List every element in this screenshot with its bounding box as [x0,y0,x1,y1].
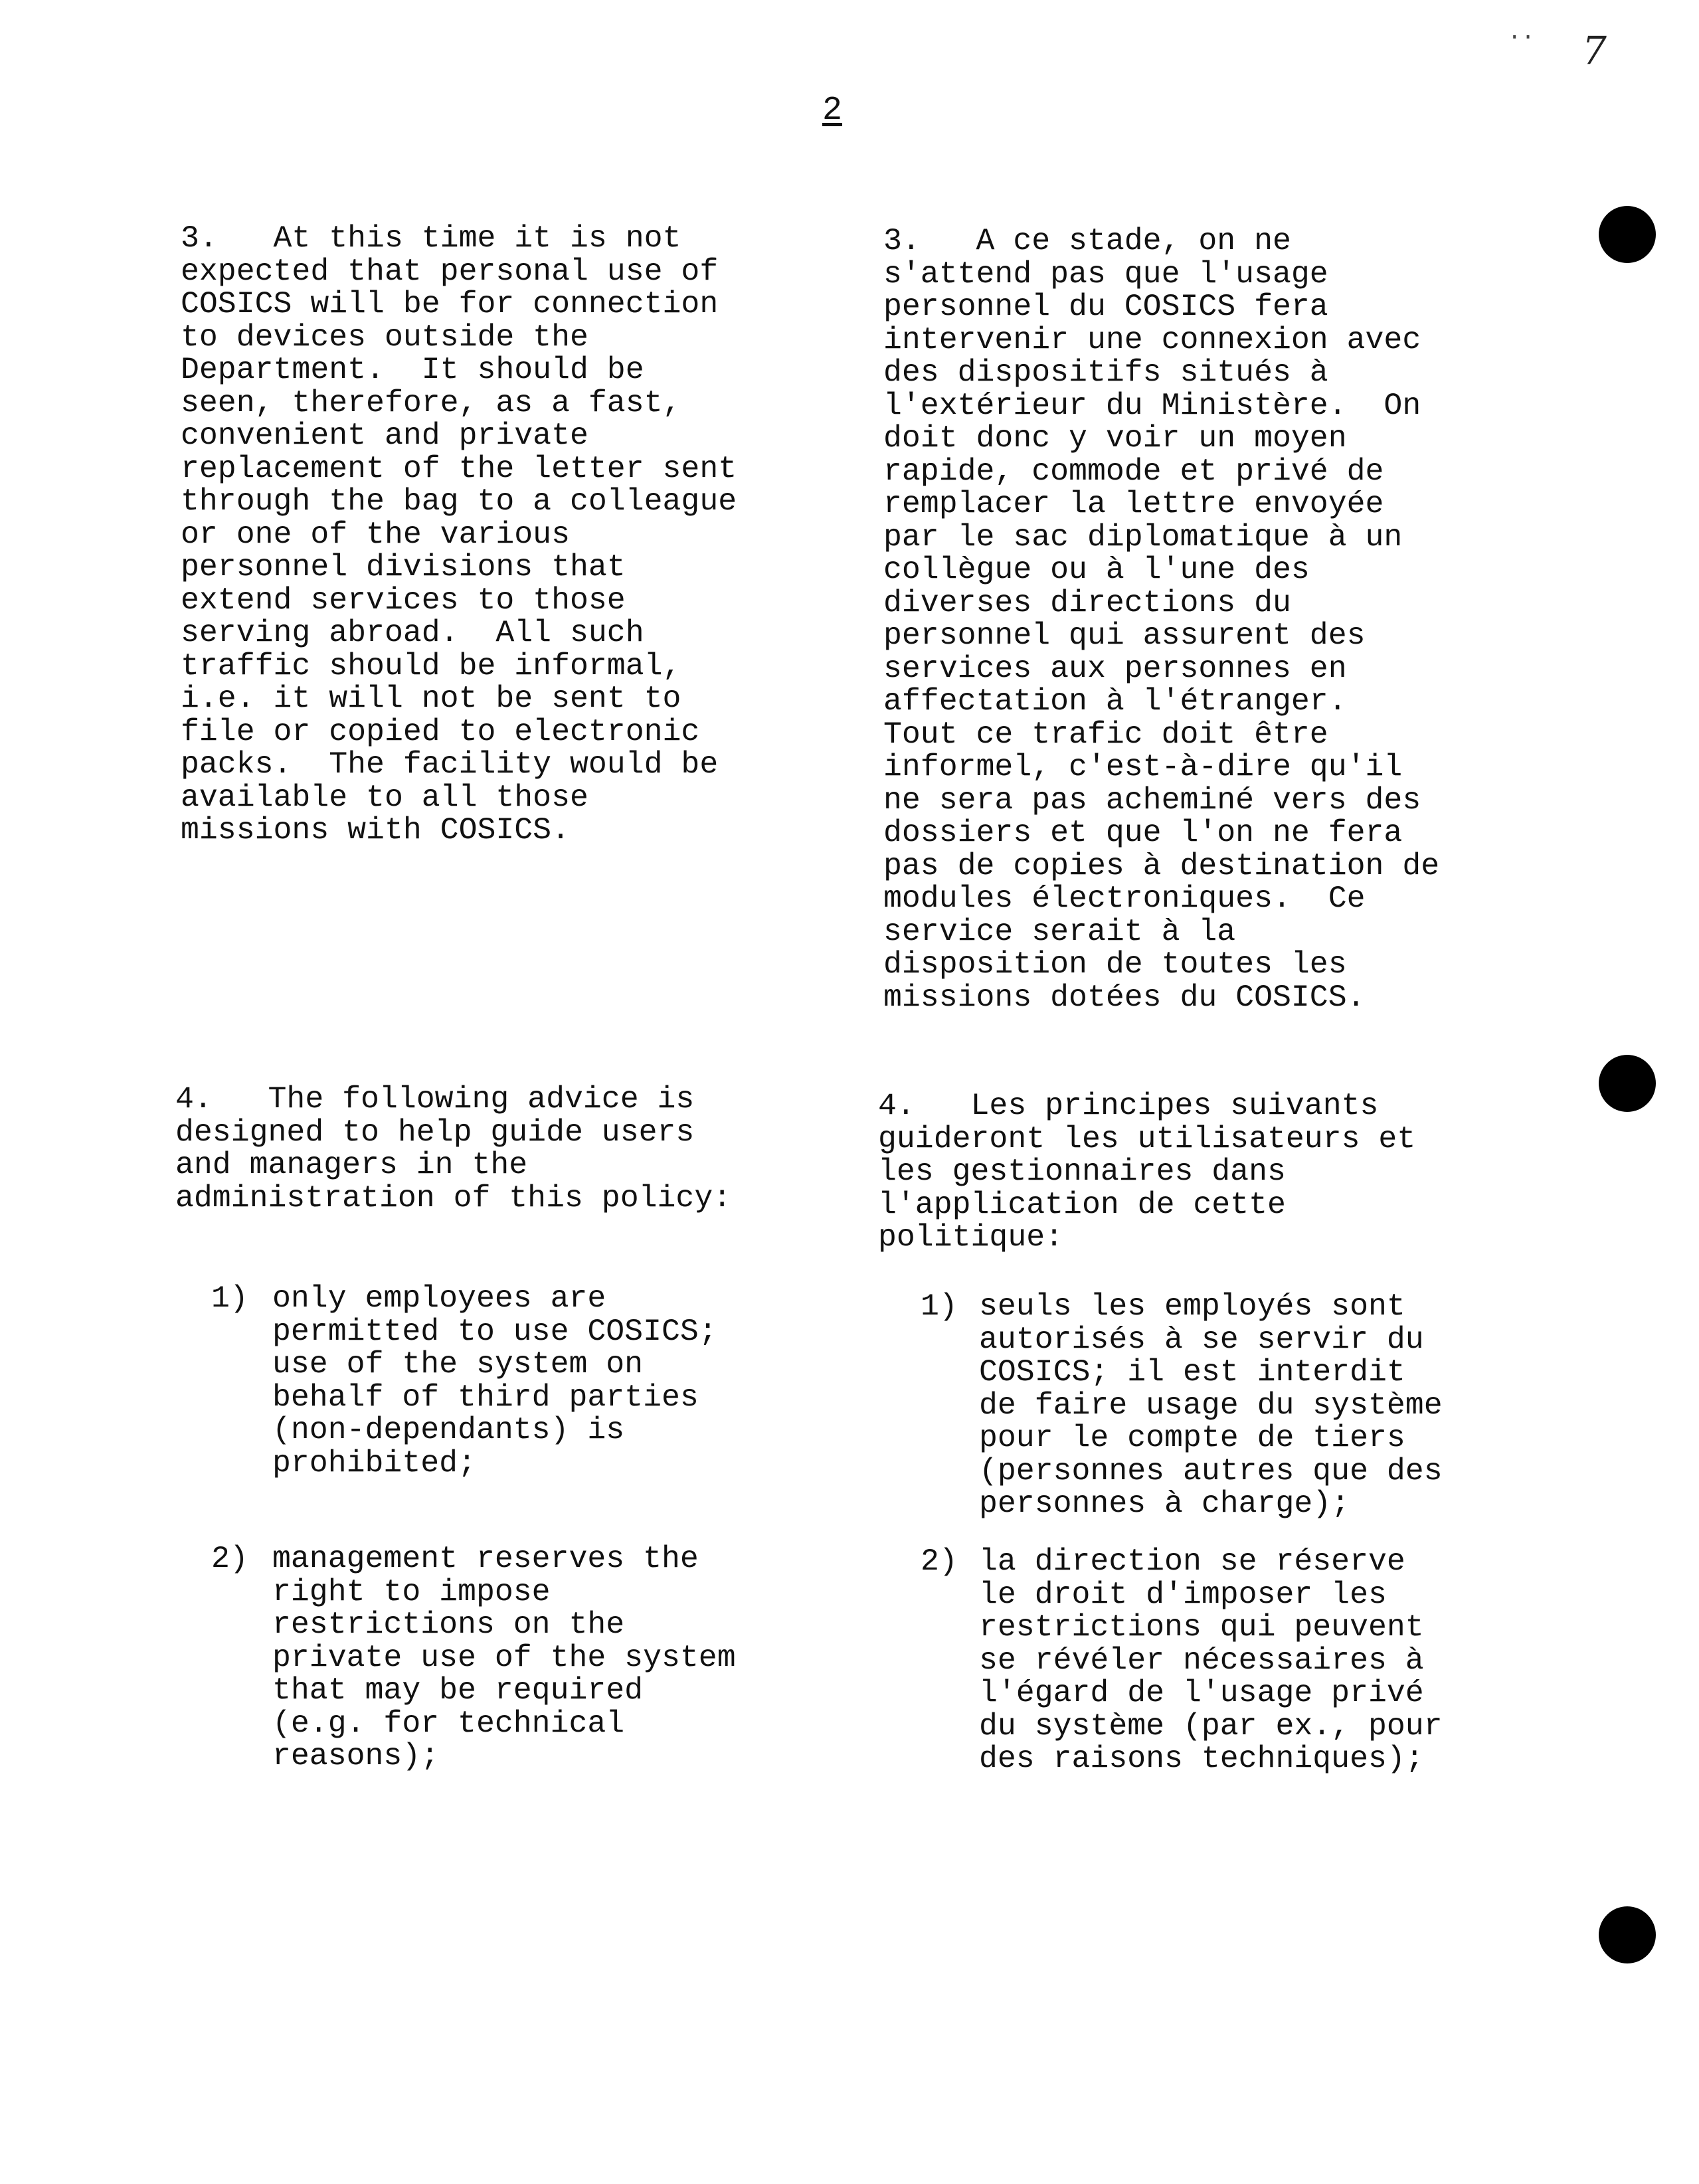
corner-handwritten-mark: 7 [1582,28,1607,73]
english-item-1: only employees are permitted to use COSICS; use of the system on behalf of third parties (non-dependants) is prohibited; [272,1281,717,1481]
french-item-1-number: 1) [921,1289,958,1324]
french-item-2-number: 2) [921,1544,958,1579]
english-paragraph-3: 3. At this time it is not expected that personal use of COSICS will be for connection to devices outside the Department. It should be seen, therefore, as a fast, convenient and private replacement of the letter sent through the bag to a colleague or one of the various personnel divisions that extend services to those serving abroad. All such traffic should be informal, i.e. it will not be sent to file or copied to electronic packs. The facility would be available to all those missions with COSICS. [181,221,737,848]
french-paragraph-4: 4. Les principes suivants guideront les utilisateurs et les gestionnaires dans l'application de cette politique: [878,1088,1416,1255]
punch-hole-bottom [1599,1906,1656,1963]
french-item-1: seuls les employés sont autorisés à se servir du COSICS; il est interdit de faire usage du système pour le compte de tiers (personnes autres que des personnes à charge); [979,1289,1443,1521]
punch-hole-middle [1599,1055,1656,1112]
english-paragraph-4: 4. The following advice is designed to help guide users and managers in the administration of this policy: [175,1081,732,1216]
corner-dots: ·· [1508,25,1535,50]
french-paragraph-3: 3. A ce stade, on ne s'attend pas que l'usage personnel du COSICS fera intervenir une connexion avec des dispositifs situés à l'extérieur du Ministère. On doit donc y voir un moyen rapide, commode et privé de remplacer la lettre envoyée par le sac diplomatique à un collègue ou à l'une des diverses directions du personnel qui assurent des services aux personnes en affectation à l'étranger. Tout ce trafic doit être informel, c'est-à-dire qu'il ne sera pas acheminé vers des dossiers et que l'on ne fera pas de copies à destination de modules électroniques. Ce service serait à la disposition de toutes les missions dotées du COSICS. [883,223,1440,1015]
punch-hole-top [1599,206,1656,263]
english-item-2: management reserves the right to impose restrictions on the private use of the system that may be required (e.g. for technical reasons); [272,1541,736,1774]
page-number: 2 [822,92,843,130]
english-item-2-number: 2) [211,1541,248,1576]
french-item-2: la direction se réserve le droit d'imposer les restrictions qui peuvent se révéler nécessaires à l'égard de l'usage privé du système (par ex., pour des raisons techniques); [979,1544,1443,1776]
english-item-1-number: 1) [211,1281,248,1316]
